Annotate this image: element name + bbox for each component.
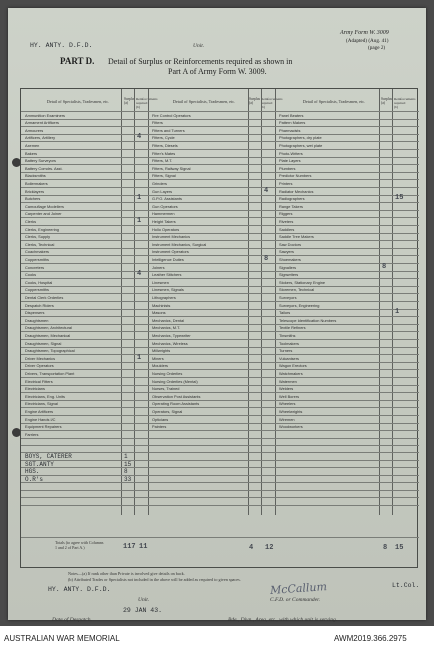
- part-description-line2: Part A of Army Form W. 3009.: [168, 67, 267, 76]
- required-value: 1: [395, 308, 400, 317]
- trade-name-col1: Carpenter and Joiner: [25, 211, 62, 217]
- total-col2-required: 12: [265, 544, 274, 552]
- row-divider: [21, 377, 419, 378]
- trade-name-col3: Photo-Writers: [279, 150, 303, 156]
- row-divider: [21, 309, 419, 310]
- date-label: Date of Despatch.: [52, 617, 92, 623]
- trade-name-col2: Fitters, Signal: [152, 173, 176, 179]
- trade-name-col1: Coachmakers: [25, 249, 50, 255]
- trade-name-col2: Joiners: [152, 264, 165, 270]
- trade-name-col3: Sawyers: [279, 249, 294, 255]
- row-divider: [21, 392, 419, 393]
- trade-name-col2: Machinists: [152, 302, 171, 308]
- trade-name-col2: Millwrights: [152, 348, 171, 354]
- trade-name-col2: Grinders: [152, 181, 167, 186]
- archive-caption-bar: [0, 626, 434, 653]
- col-header-trade-2: Detail of Specialists, Tradesmen, etc.: [172, 99, 236, 104]
- trade-name-col3: Textile Refiners: [279, 325, 306, 331]
- footer-unit-label: Unit.: [138, 597, 150, 603]
- trade-name-col3: Photographers, wet plate: [279, 143, 323, 148]
- trade-name-col1: Engine Hands I/C: [25, 416, 56, 422]
- trade-name-col3: Signallers: [279, 264, 297, 270]
- trade-name-col1: Cooks, Hospital: [25, 279, 53, 285]
- row-divider: [21, 324, 419, 325]
- trade-name-col3: Woodworkers: [279, 424, 303, 430]
- bde-label: Bde., Divn., Area, etc., with which unit is serving.: [228, 617, 338, 623]
- signature: McCallum: [269, 580, 328, 597]
- part-title: PART D.: [60, 56, 95, 66]
- row-divider: [21, 301, 419, 302]
- trade-name-col1: Dispensers: [25, 310, 45, 316]
- total-col3-required: 15: [395, 544, 404, 552]
- trade-name-col3: Surveyors: [279, 295, 297, 300]
- extra-row-divider: [21, 490, 419, 491]
- trade-name-col2: Nurses, Trained: [152, 386, 180, 392]
- trade-name-col3: Saddle Tree Makers: [279, 234, 314, 240]
- trade-name-col2: Mechanics, Dental: [152, 317, 185, 323]
- row-divider: [21, 263, 419, 264]
- trade-name-col3: Wagon Erectors: [279, 363, 307, 369]
- trade-name-col1: Bricklayers: [25, 188, 45, 194]
- trade-name-col1: Butchers: [25, 196, 41, 202]
- totals-divider: [21, 537, 419, 538]
- trade-name-col1: Clerks, Technical: [25, 241, 55, 247]
- trade-name-col1: Bakers: [25, 150, 38, 156]
- row-divider: [21, 172, 419, 173]
- trade-name-col2: Instrument Mechanics: [152, 234, 191, 240]
- cfd-label: C.F.D. or Commander.: [270, 597, 321, 603]
- row-divider: [21, 217, 419, 218]
- total-required: 11: [139, 543, 148, 551]
- trade-name-col1: Clerks, Supply: [25, 234, 51, 240]
- trade-name-col2: Operating Room Assistants: [152, 401, 200, 407]
- trade-name-col2: Moulders: [152, 363, 169, 369]
- trade-name-col1: Engine Artificers: [25, 409, 54, 414]
- form-reference: Army Form W. 3009: [340, 30, 389, 36]
- trade-name-col1: Coppersmiths: [25, 287, 50, 293]
- rank-typed: Lt.Col.: [392, 582, 420, 589]
- extra-row-divider: [21, 467, 419, 468]
- trade-name-col1: Axemen: [25, 143, 40, 148]
- trade-name-col3: Surveyors, Engineering: [279, 302, 320, 308]
- trade-name-col3: Vulcanisers: [279, 355, 299, 361]
- trade-name-col1: Draughtsmen, Architectural: [25, 325, 72, 331]
- date-typed: 29 JAN 43.: [123, 607, 163, 614]
- trade-name-col3: Pharmacists: [279, 127, 301, 133]
- trade-name-col3: Printers: [279, 181, 293, 186]
- trade-name-col2: Fitters and Turners: [152, 127, 185, 133]
- trade-name-col3: Saw Doctors: [279, 241, 302, 247]
- trade-name-col1: Concreters: [25, 264, 45, 270]
- trade-name-col2: Observation Post Assistants: [152, 393, 201, 399]
- row-divider: [21, 385, 419, 386]
- trade-name-col3: Wiremen: [279, 416, 295, 422]
- total-surplus: 117: [123, 543, 136, 551]
- row-divider: [21, 157, 419, 158]
- trade-name-col1: Draughtsmen: [25, 317, 49, 323]
- row-divider: [21, 293, 419, 294]
- trade-name-col2: Fitters, Diesels: [152, 143, 178, 148]
- trade-name-col1: Electricians, Signal: [25, 401, 58, 407]
- trade-name-col3: Watchmakers: [279, 371, 303, 376]
- trade-name-col2: Nursing Orderlies: [152, 371, 183, 376]
- row-divider: [21, 179, 419, 180]
- trade-name-col2: Hammermen: [152, 211, 175, 217]
- col-header-surplus-2: Surplus (a): [249, 97, 260, 105]
- totals-label-line2: 1 and 2 of Part A.): [55, 545, 85, 550]
- row-divider: [21, 438, 419, 439]
- trade-name-col2: Mechanics, Typewriter: [152, 333, 191, 338]
- trade-name-col1: Electricians, Eng. Units: [25, 393, 66, 399]
- trade-name-col2: Linesmen, Signals: [152, 287, 184, 293]
- row-divider: [21, 240, 419, 241]
- trade-name-col1: Armament Artificers: [25, 120, 59, 126]
- trade-name-col1: Equipment Repairers: [25, 424, 62, 430]
- trade-name-col3: Wheelers: [279, 401, 296, 407]
- row-divider: [21, 423, 419, 424]
- row-divider: [21, 134, 419, 135]
- trade-name-col1: Blacksmiths: [25, 173, 46, 179]
- trade-name-col3: Radiator Mechanics: [279, 188, 314, 194]
- row-divider: [21, 369, 419, 370]
- row-divider: [21, 286, 419, 287]
- trade-name-col2: Fire Control Operators: [152, 112, 191, 118]
- row-divider: [21, 278, 419, 279]
- trade-name-col3: Signwriters: [279, 272, 299, 278]
- trade-name-col2: Nursing Orderlies (Mental): [152, 378, 198, 384]
- row-divider: [21, 362, 419, 363]
- trade-name-col2: G.P.O. Assistants: [152, 196, 182, 202]
- row-divider: [21, 248, 419, 249]
- trade-name-col3: Panel Beaters: [279, 112, 304, 118]
- extra-row-value: 33: [124, 475, 132, 483]
- trade-name-col2: Instrument Operators: [152, 249, 189, 255]
- extra-row-label: BOYS, CATERER: [25, 453, 72, 461]
- row-divider: [21, 119, 419, 120]
- trade-name-col3: Well Borers: [279, 393, 300, 399]
- trade-name-col2: Fitter's Mates: [152, 150, 176, 156]
- trade-name-col1: Electrical Fitters: [25, 378, 53, 384]
- trade-name-col1: Battery Surveyors: [25, 158, 56, 164]
- row-divider: [21, 339, 419, 340]
- unit-typed: HY. ANTY. D.F.D.: [30, 42, 93, 49]
- trade-name-col2: Fitters, M.T.: [152, 158, 173, 164]
- trade-name-col1: Draughtsmen, Mechanical: [25, 333, 71, 338]
- trade-name-col1: Camouflage Modellers: [25, 203, 64, 209]
- extra-row-label: HGS.: [25, 468, 40, 476]
- trade-name-col1: Dental Clerk Orderlies: [25, 295, 64, 300]
- total-col3-surplus: 8: [383, 544, 388, 552]
- form-page: (page 2): [368, 45, 386, 51]
- row-divider: [21, 126, 419, 127]
- trade-name-col1: Driver Mechanics: [25, 355, 56, 361]
- row-divider: [21, 347, 419, 348]
- trade-name-col3: Riveters: [279, 219, 294, 224]
- note-b: (b) Attributed Trades or Specialists not included in the above will be added as required to given spaces.: [68, 577, 241, 582]
- extra-row-label: SGT.ANTY: [25, 460, 54, 468]
- trade-name-col1: Cooks: [25, 272, 37, 278]
- trade-name-col3: Telescope Identification Numbers: [279, 317, 337, 323]
- row-divider: [21, 195, 419, 196]
- row-divider: [21, 415, 419, 416]
- row-divider: [21, 407, 419, 408]
- col-header-required-2: Reinforcements required (b): [261, 97, 283, 109]
- extra-row-divider: [21, 497, 419, 498]
- row-divider: [21, 225, 419, 226]
- col-header-trade-1: Detail of Specialists, Tradesmen, etc.: [46, 99, 110, 104]
- trade-name-col2: Gun Operators: [152, 203, 178, 209]
- trade-name-col2: Mechanics, Wireless: [152, 340, 188, 346]
- trade-name-col2: Fitters, Railway Signal: [152, 165, 191, 171]
- trade-name-col2: Fitters, Cycle: [152, 135, 175, 141]
- trade-name-col2: Instrument Mechanics, Surgical: [152, 241, 207, 247]
- trade-name-col1: Armourers: [25, 127, 44, 133]
- extra-row-divider: [21, 452, 419, 453]
- trade-name-col1: Draughtsmen, Signal: [25, 340, 62, 346]
- trade-name-col3: Stokers, Stationary Engine: [279, 279, 326, 285]
- col-header-required-3: Reinforcements required (b): [394, 97, 416, 109]
- extra-row-divider: [21, 475, 419, 476]
- trade-name-col2: Linesmen: [152, 279, 169, 285]
- trade-name-col3: Range Takers: [279, 203, 303, 209]
- trade-name-col2: Intelligence Duties: [152, 257, 184, 262]
- specialists-table: [20, 88, 418, 568]
- trade-name-col1: Drivers, Transportation Plant: [25, 371, 75, 376]
- caption-institution: AUSTRALIAN WAR MEMORIAL: [4, 634, 120, 643]
- trade-name-col1: Boilermakers: [25, 181, 48, 186]
- trade-name-col1: Ammunition Examiners: [25, 112, 66, 118]
- trade-name-col2: Operators, Signal: [152, 409, 183, 414]
- required-value: 4: [264, 186, 269, 195]
- trade-name-col1: Clerks: [25, 219, 37, 224]
- extra-row-divider: [21, 505, 419, 506]
- row-divider: [21, 187, 419, 188]
- trade-name-col3: Watermen: [279, 378, 297, 384]
- trade-name-col3: Toolmakers: [279, 340, 299, 346]
- required-value: 8: [264, 254, 269, 263]
- row-divider: [21, 430, 419, 431]
- row-divider: [21, 271, 419, 272]
- note-a: Notes—(a) If rank other than Private is involved give details on back.: [68, 571, 185, 576]
- trade-name-col1: Electricians: [25, 386, 45, 392]
- footer-unit-typed: HY. ANTY. D.F.D.: [48, 586, 111, 593]
- part-description-line1: Detail of Surplus or Reinforcements required as shown in: [108, 57, 293, 66]
- trade-name-col3: Saddlers: [279, 226, 295, 232]
- trade-name-col1: Artificers, Artillery: [25, 135, 56, 141]
- caption-accession-number: AWM2019.366.2975: [334, 634, 407, 643]
- trade-name-col3: Storemen, Technical: [279, 287, 315, 293]
- row-divider: [21, 149, 419, 150]
- trade-name-col3: Shoemakers: [279, 257, 301, 262]
- trade-name-col3: Predictor Numbers: [279, 173, 312, 179]
- trade-name-col1: Driver Operators: [25, 363, 54, 369]
- required-value: 1: [137, 216, 142, 225]
- document-page: [8, 8, 426, 623]
- trade-name-col3: Pattern Makers: [279, 120, 306, 126]
- row-divider: [21, 210, 419, 211]
- row-divider: [21, 354, 419, 355]
- col-header-required-1: Reinforcements required (b): [136, 97, 158, 109]
- total-col2-surplus: 4: [249, 544, 254, 552]
- row-divider: [21, 400, 419, 401]
- trade-name-col1: Battery Comdrs. Asst.: [25, 165, 63, 171]
- row-divider: [21, 331, 419, 332]
- trade-name-col1: Draughtsmen, Topographical: [25, 348, 75, 354]
- trade-name-col3: Radiographers: [279, 196, 305, 202]
- trade-name-col2: Miners: [152, 355, 164, 361]
- trade-name-col3: Welders: [279, 386, 294, 392]
- trade-name-col2: Lithographers: [152, 295, 176, 300]
- required-value: 1: [137, 353, 142, 362]
- trade-name-col3: Photographers, dry plate: [279, 135, 322, 141]
- trade-name-col2: Mechanics, M.T.: [152, 325, 181, 331]
- trade-name-col3: Tinsmiths: [279, 333, 296, 338]
- required-value: 1: [137, 194, 142, 203]
- unit-label: Unit.: [193, 43, 205, 49]
- row-divider: [21, 202, 419, 203]
- surplus-value: 8: [382, 262, 387, 271]
- required-value: 15: [395, 194, 404, 203]
- row-divider: [21, 255, 419, 256]
- trade-name-col3: Riggers: [279, 211, 293, 217]
- row-divider: [21, 316, 419, 317]
- required-value: 4: [137, 270, 142, 279]
- trade-name-col2: Hollo Operators: [152, 226, 180, 232]
- row-divider: [21, 445, 419, 446]
- header-divider: [21, 111, 419, 112]
- row-divider: [21, 141, 419, 142]
- trade-name-col1: Despatch Riders: [25, 302, 54, 308]
- row-divider: [21, 233, 419, 234]
- trade-name-col2: Masons: [152, 310, 166, 316]
- trade-name-col2: Height Takers: [152, 219, 176, 224]
- extra-row-divider: [21, 460, 419, 461]
- extra-row-divider: [21, 482, 419, 483]
- col-header-trade-3: Detail of Specialists, Tradesmen, etc.: [302, 99, 366, 104]
- form-adapted: (Adapted) (Aug. 41): [346, 38, 389, 44]
- extra-row-value: 15: [124, 460, 132, 468]
- col-header-surplus-3: Surplus (a): [381, 97, 392, 105]
- trade-name-col1: Coppersmiths: [25, 257, 50, 262]
- trade-name-col1: Farriers: [25, 431, 39, 437]
- totals-label-line1: Totals (to agree with Columns: [55, 540, 104, 545]
- extra-row-label: O.R's: [25, 475, 44, 483]
- trade-name-col3: Turners: [279, 348, 293, 354]
- trade-name-col3: Tailors: [279, 310, 291, 316]
- trade-name-col3: Plumbers: [279, 165, 296, 171]
- trade-name-col3: Plate Layers: [279, 158, 301, 164]
- trade-name-col1: Clerks, Engineering: [25, 226, 59, 232]
- trade-name-col2: Fitters: [152, 120, 163, 126]
- trade-name-col2: Leather Stitchers: [152, 272, 182, 278]
- trade-name-col2: Painters: [152, 424, 167, 430]
- trade-name-col3: Wheelwrights: [279, 409, 303, 414]
- trade-name-col2: Gun Layers: [152, 188, 173, 194]
- trade-name-col2: Opticians: [152, 416, 169, 422]
- row-divider: [21, 164, 419, 165]
- extra-row-value: 1: [124, 453, 128, 461]
- extra-row-value: 8: [124, 468, 128, 476]
- required-value: 4: [137, 133, 142, 142]
- col-header-surplus-1: Surplus (a): [124, 97, 135, 105]
